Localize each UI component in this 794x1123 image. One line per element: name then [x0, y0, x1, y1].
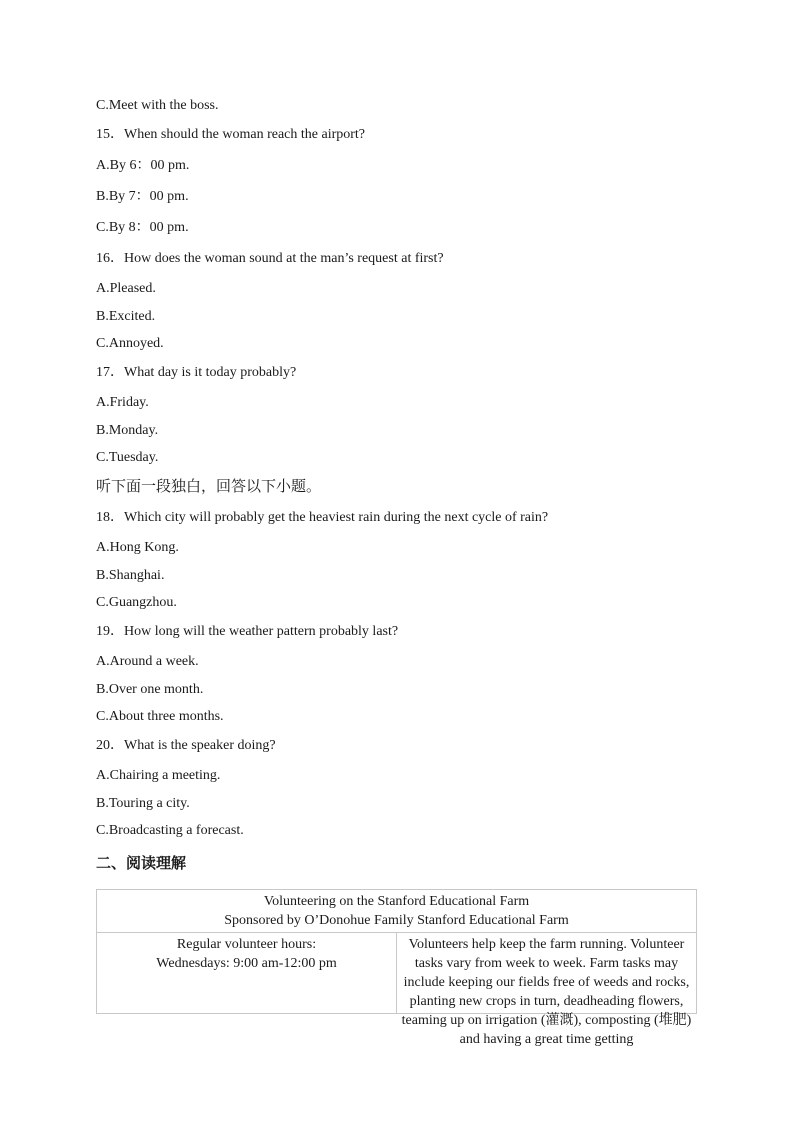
table-header-cell — [97, 890, 697, 933]
table-title-line2: Sponsored by O’Donohue Family Stanford Educational Farm — [224, 913, 569, 928]
q19-option-a: A.Around a week. — [96, 654, 199, 669]
q17-stem: 17．What day is it today probably? — [96, 365, 297, 380]
q16-stem: 16．How does the woman sound at the man’s request at first? — [96, 251, 444, 266]
table-row — [97, 890, 697, 933]
q17-option-c: C.Tuesday. — [96, 450, 159, 465]
q19-option-b: B.Over one month. — [96, 682, 204, 697]
q19-stem: 19．How long will the weather pattern probably last? — [96, 624, 399, 639]
q17-option-a: A.Friday. — [96, 395, 149, 410]
description-cell — [397, 933, 697, 1047]
table-title-line1: Volunteering on the Stanford Educational Farm — [263, 894, 530, 909]
monologue-instruction: 听下面一段独白，回答以下小题。 — [96, 477, 322, 495]
q15-option-b: B.By 7：00 pm. — [96, 189, 189, 204]
q14-option-c: C.Meet with the boss. — [96, 98, 219, 113]
hours-value: Wednesdays: 9:00 am-12:00 pm — [156, 956, 337, 971]
description-text: Volunteers help keep the farm running. Volunteer tasks vary from week to week. Farm tasks may include keeping our fields free of weeds and rocks, planting new crops in turn, deadheading flowers, teaming up on irrigation (灌溉), composting (堆肥) and having a great time getting — [401, 937, 692, 1047]
q20-stem: 20．What is the speaker doing? — [96, 738, 276, 753]
section-title-reading: 二、阅读理解 — [96, 854, 187, 872]
q16-option-a: A.Pleased. — [96, 281, 156, 296]
table-row — [97, 933, 697, 1014]
q20-option-b: B.Touring a city. — [96, 796, 190, 811]
hours-label: Regular volunteer hours: — [176, 937, 317, 952]
q18-option-b: B.Shanghai. — [96, 568, 165, 583]
q15-option-c: C.By 8：00 pm. — [96, 220, 189, 235]
q18-stem: 18．Which city will probably get the heaviest rain during the next cycle of rain? — [96, 510, 549, 525]
q20-option-c: C.Broadcasting a forecast. — [96, 823, 244, 838]
q17-option-b: B.Monday. — [96, 423, 159, 438]
q16-option-c: C.Annoyed. — [96, 336, 164, 351]
q18-option-c: C.Guangzhou. — [96, 595, 177, 610]
q15-option-a: A.By 6：00 pm. — [96, 158, 190, 173]
farm-info-table — [96, 889, 697, 1047]
q20-option-a: A.Chairing a meeting. — [96, 768, 221, 783]
q15-stem: 15．When should the woman reach the airport? — [96, 127, 366, 142]
q19-option-c: C.About three months. — [96, 709, 224, 724]
hours-cell — [97, 933, 397, 1014]
q18-option-a: A.Hong Kong. — [96, 540, 179, 555]
q16-option-b: B.Excited. — [96, 309, 156, 324]
